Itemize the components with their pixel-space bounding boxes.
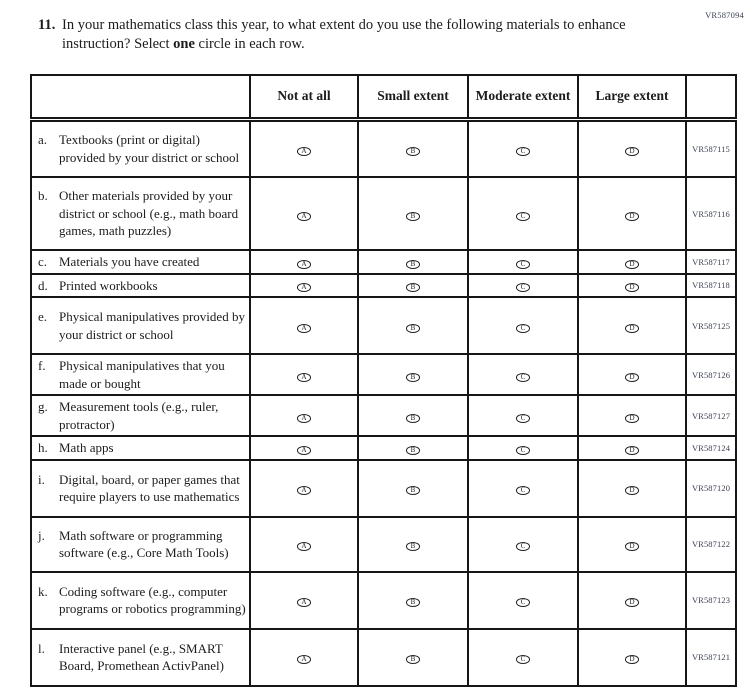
- row-label-cell: [31, 460, 250, 517]
- answer-circle-b[interactable]: B: [406, 373, 421, 382]
- answer-circle-a[interactable]: A: [297, 212, 312, 221]
- row-letter: l.: [38, 640, 45, 656]
- option-cell: [578, 629, 686, 686]
- answer-circle-c[interactable]: C: [516, 324, 531, 333]
- option-cell: [578, 274, 686, 298]
- row-label-cell: [31, 119, 250, 177]
- table-row: [31, 119, 736, 177]
- table-row: [31, 460, 736, 517]
- table-row: [31, 274, 736, 298]
- row-letter: c.: [38, 254, 48, 269]
- answer-circle-a[interactable]: A: [297, 373, 312, 382]
- row-code: VR587118: [686, 274, 736, 298]
- option-cell: [250, 250, 358, 274]
- row-letter: e.: [38, 309, 48, 324]
- row-code: VR587122: [686, 517, 736, 572]
- answer-circle-d[interactable]: D: [625, 147, 640, 156]
- row-label: Math software or programming software (e.g., Core Math Tools): [59, 527, 229, 560]
- row-label: Coding software (e.g., computer programs or robotics programming): [59, 583, 246, 616]
- option-cell: [358, 517, 468, 572]
- option-cell: [250, 177, 358, 250]
- option-cell: [358, 274, 468, 298]
- answer-circle-c[interactable]: C: [516, 212, 531, 221]
- answer-circle-a[interactable]: A: [297, 414, 312, 423]
- answer-circle-c[interactable]: C: [516, 486, 531, 495]
- answer-circle-d[interactable]: D: [625, 446, 640, 455]
- row-code: VR587121: [686, 629, 736, 686]
- option-cell: [250, 629, 358, 686]
- option-cell: [358, 460, 468, 517]
- answer-circle-d[interactable]: D: [625, 373, 640, 382]
- option-cell: [250, 395, 358, 436]
- option-cell: [578, 436, 686, 460]
- answer-circle-c[interactable]: C: [516, 598, 531, 607]
- row-code: VR587123: [686, 572, 736, 629]
- answer-circle-d[interactable]: D: [625, 414, 640, 423]
- answer-circle-a[interactable]: A: [297, 486, 312, 495]
- column-header-small-extent: Small extent: [358, 75, 468, 119]
- answer-circle-a[interactable]: A: [297, 542, 312, 551]
- table-row: [31, 572, 736, 629]
- option-cell: [578, 517, 686, 572]
- question-text: [62, 16, 686, 54]
- option-cell: [250, 572, 358, 629]
- row-letter: a.: [38, 132, 48, 148]
- option-cell: [250, 297, 358, 354]
- row-label-cell: [31, 517, 250, 572]
- option-cell: [578, 177, 686, 250]
- row-label-cell: [31, 395, 250, 436]
- row-label-cell: [31, 177, 250, 250]
- answer-circle-b[interactable]: B: [406, 212, 421, 221]
- row-code: VR587124: [686, 436, 736, 460]
- row-label: Measurement tools (e.g., ruler, protractor): [59, 399, 219, 432]
- option-cell: [358, 297, 468, 354]
- header-empty-cell: [31, 75, 250, 119]
- answer-circle-d[interactable]: D: [625, 283, 640, 292]
- column-header-not-at-all: Not at all: [250, 75, 358, 119]
- answer-circle-b[interactable]: B: [406, 486, 421, 495]
- survey-matrix-table: [30, 74, 737, 687]
- answer-circle-d[interactable]: D: [625, 324, 640, 333]
- option-cell: [468, 297, 578, 354]
- row-code: VR587125: [686, 297, 736, 354]
- row-letter: b.: [38, 188, 48, 204]
- option-cell: [358, 629, 468, 686]
- option-cell: [358, 572, 468, 629]
- row-letter: d.: [38, 277, 48, 293]
- table-row: [31, 297, 736, 354]
- table-row: [31, 250, 736, 274]
- table-row: [31, 629, 736, 686]
- answer-circle-b[interactable]: B: [406, 260, 421, 269]
- answer-circle-c[interactable]: C: [516, 414, 531, 423]
- answer-circle-d[interactable]: D: [625, 260, 640, 269]
- option-cell: [578, 395, 686, 436]
- option-cell: [468, 177, 578, 250]
- option-cell: [250, 119, 358, 177]
- answer-circle-d[interactable]: D: [625, 598, 640, 607]
- row-label-cell: [31, 274, 250, 298]
- answer-circle-a[interactable]: A: [297, 260, 312, 269]
- table-row: [31, 436, 736, 460]
- row-letter: i.: [38, 471, 45, 487]
- option-cell: [250, 460, 358, 517]
- option-cell: [358, 119, 468, 177]
- row-label: Other materials provided by your district or school (e.g., math board games, math puzzles): [59, 188, 239, 239]
- option-cell: [358, 250, 468, 274]
- answer-circle-b[interactable]: B: [406, 414, 421, 423]
- answer-circle-b[interactable]: B: [406, 655, 421, 664]
- option-cell: [468, 395, 578, 436]
- answer-circle-d[interactable]: D: [625, 655, 640, 664]
- answer-circle-d[interactable]: D: [625, 542, 640, 551]
- option-cell: [468, 354, 578, 395]
- option-cell: [578, 460, 686, 517]
- row-code: VR587126: [686, 354, 736, 395]
- answer-circle-c[interactable]: C: [516, 542, 531, 551]
- answer-circle-a[interactable]: A: [297, 324, 312, 333]
- column-header-moderate-extent: Moderate extent: [468, 75, 578, 119]
- question-text-start: In your mathematics class this year, to what extent do you use the following materials to enhance instruction? Select: [62, 17, 626, 52]
- option-cell: [578, 250, 686, 274]
- answer-circle-a[interactable]: A: [297, 655, 312, 664]
- row-code: VR587127: [686, 395, 736, 436]
- answer-circle-b[interactable]: B: [406, 446, 421, 455]
- answer-circle-b[interactable]: B: [406, 542, 421, 551]
- row-label: Physical manipulatives provided by your district or school: [59, 309, 245, 342]
- option-cell: [250, 274, 358, 298]
- column-header-large-extent: Large extent: [578, 75, 686, 119]
- row-label: Interactive panel (e.g., SMART Board, Promethean ActivPanel): [59, 640, 224, 673]
- option-cell: [358, 177, 468, 250]
- option-cell: [578, 354, 686, 395]
- row-letter: k.: [38, 583, 48, 599]
- option-cell: [468, 119, 578, 177]
- question-bold-word: one: [173, 36, 195, 52]
- row-label: Textbooks (print or digital) provided by your district or school: [59, 132, 240, 165]
- question-text-end: circle in each row.: [194, 36, 305, 52]
- table-row: [31, 177, 736, 250]
- row-label: Materials you have created: [59, 254, 200, 269]
- option-cell: [468, 629, 578, 686]
- row-letter: j.: [38, 527, 45, 543]
- answer-circle-a[interactable]: A: [297, 283, 312, 292]
- row-code: VR587120: [686, 460, 736, 517]
- option-cell: [578, 572, 686, 629]
- answer-circle-c[interactable]: C: [516, 373, 531, 382]
- answer-circle-c[interactable]: C: [516, 147, 531, 156]
- row-code: VR587117: [686, 250, 736, 274]
- answer-circle-c[interactable]: C: [516, 283, 531, 292]
- row-label: Printed workbooks: [59, 277, 158, 293]
- option-cell: [358, 354, 468, 395]
- answer-circle-a[interactable]: A: [297, 446, 312, 455]
- row-label-cell: [31, 297, 250, 354]
- row-label-cell: [31, 354, 250, 395]
- answer-circle-b[interactable]: B: [406, 283, 421, 292]
- option-cell: [578, 297, 686, 354]
- form-code: VR587094: [705, 10, 744, 20]
- question-number: 11.: [38, 17, 56, 33]
- table-row: [31, 395, 736, 436]
- row-label-cell: [31, 250, 250, 274]
- table-row: [31, 354, 736, 395]
- option-cell: [468, 572, 578, 629]
- answer-circle-a[interactable]: A: [297, 598, 312, 607]
- header-code-cell: [686, 75, 736, 119]
- answer-circle-d[interactable]: D: [625, 486, 640, 495]
- row-label: Digital, board, or paper games that require players to use mathematics: [59, 471, 240, 504]
- option-cell: [578, 119, 686, 177]
- option-cell: [468, 460, 578, 517]
- question-block: [38, 16, 710, 54]
- answer-circle-b[interactable]: B: [406, 324, 421, 333]
- table-row: [31, 517, 736, 572]
- row-label: Math apps: [59, 440, 114, 455]
- answer-circle-c[interactable]: C: [516, 260, 531, 269]
- option-cell: [358, 395, 468, 436]
- option-cell: [250, 517, 358, 572]
- row-letter: f.: [38, 358, 46, 373]
- answer-circle-a[interactable]: A: [297, 147, 312, 156]
- option-cell: [250, 436, 358, 460]
- row-letter: h.: [38, 440, 48, 455]
- option-cell: [468, 250, 578, 274]
- answer-circle-b[interactable]: B: [406, 598, 421, 607]
- row-label-cell: [31, 629, 250, 686]
- answer-circle-d[interactable]: D: [625, 212, 640, 221]
- row-label: Physical manipulatives that you made or bought: [59, 358, 225, 391]
- option-cell: [468, 436, 578, 460]
- option-cell: [358, 436, 468, 460]
- row-label-cell: [31, 436, 250, 460]
- option-cell: [468, 517, 578, 572]
- answer-circle-b[interactable]: B: [406, 147, 421, 156]
- row-label-cell: [31, 572, 250, 629]
- answer-circle-c[interactable]: C: [516, 655, 531, 664]
- option-cell: [468, 274, 578, 298]
- answer-circle-c[interactable]: C: [516, 446, 531, 455]
- row-code: VR587115: [686, 119, 736, 177]
- option-cell: [250, 354, 358, 395]
- row-code: VR587116: [686, 177, 736, 250]
- row-letter: g.: [38, 399, 48, 414]
- table-header-row: [31, 75, 736, 119]
